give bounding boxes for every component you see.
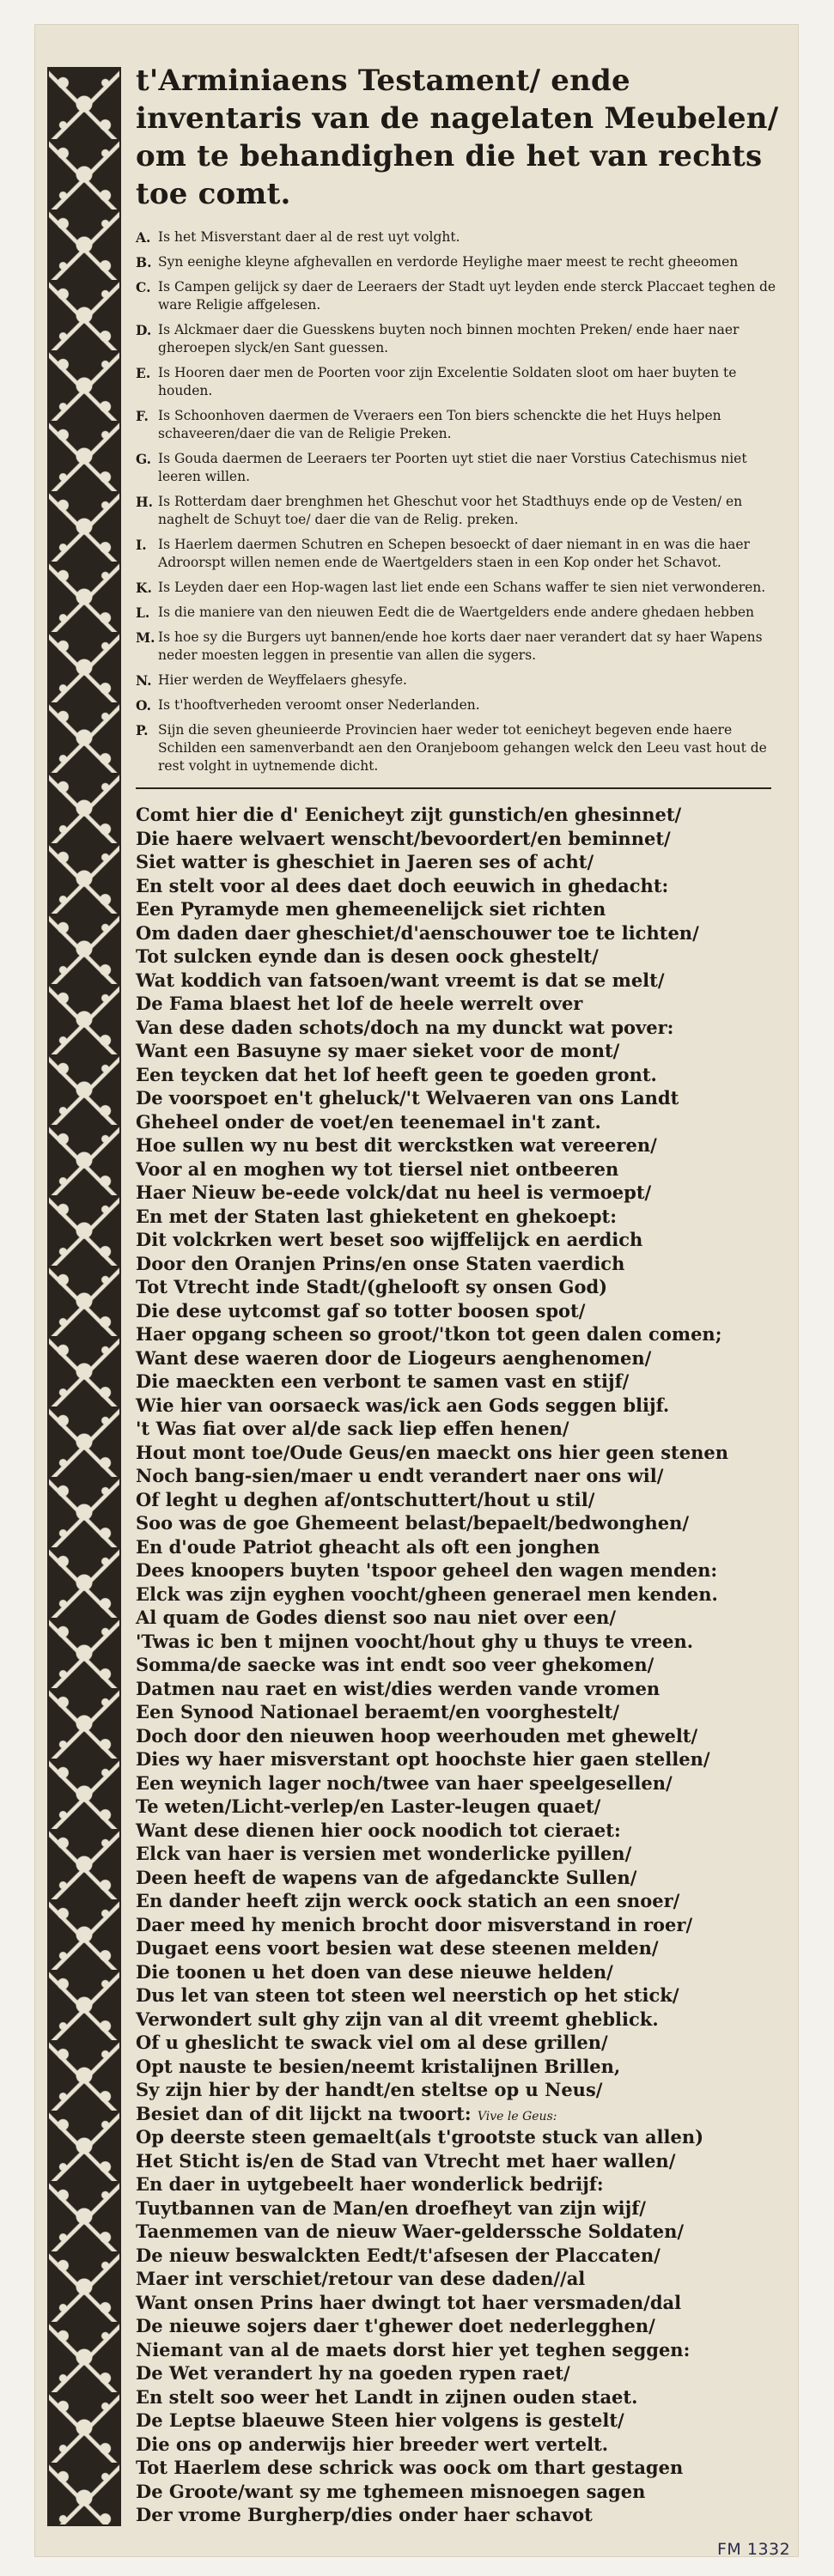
poem-line-text: Maer int verschiet/retour van dese daden//al: [136, 2268, 586, 2289]
poem-line-text: Die haere welvaert wenscht/bevoordert/en beminnet/: [136, 827, 671, 849]
poem-line-text: En dander heeft zijn werck oock statich an een snoer/: [136, 1890, 680, 1911]
poem-line: [136, 1936, 788, 1960]
poem-line-text: Tot sulcken eynde dan is desen oock ghestelt/: [136, 945, 599, 967]
catalog-number: FM 1332: [717, 2540, 791, 2559]
poem-line: [136, 1795, 788, 1819]
poem-line: [136, 1630, 788, 1654]
legend-list: [136, 228, 788, 775]
legend-text: Is Schoonhoven daermen de Vveraers een Ton biers schenckte die het Huys helpen schaveeren/daer die van de Religie Preken.: [158, 408, 721, 441]
poem-line-text: Comt hier die d' Eenicheyt zijt gunstich/en ghesinnet/: [136, 804, 682, 825]
poem-line: [136, 1583, 788, 1607]
poem-line-text: Die ons op anderwijs hier breeder wert vertelt.: [136, 2433, 609, 2455]
poem-line-text: Datmen nau raet en wist/dies werden vande vromen: [136, 1677, 661, 1699]
poem-line: [136, 1535, 788, 1559]
poem-line: [136, 1913, 788, 1937]
poem-line-text: Van dese daden schots/doch na my dunckt wat pover:: [136, 1016, 674, 1038]
poem-line: [136, 2172, 788, 2196]
legend-text: Sijn die seven gheunieerde Provincien haer weder tot eenicheyt begeven ende haere Schilden een samenverbandt aen den Oranjeboom gehangen welck den Leeu vast hout de rest volght in uytnemende dicht.: [158, 722, 767, 774]
poem-line: [136, 1558, 788, 1583]
poem-line-text: Want een Basuyne sy maer sieket voor de mont/: [136, 1040, 620, 1061]
legend-letter: C.: [136, 279, 151, 295]
legend-text: Is het Misverstant daer al de rest uyt volght.: [158, 229, 460, 245]
poem-line-text: Niemant van al de maets dorst hier yet teghen seggen:: [136, 2338, 691, 2360]
poem-line: [136, 1889, 788, 1913]
legend-text: Is Campen gelijck sy daer de Leeraers der Stadt uyt leyden ende sterck Placcaet teghen de ware Religie affgelesen.: [158, 279, 776, 313]
poem-line-text: Of leght u deghen af/ontschuttert/hout u stil/: [136, 1488, 595, 1510]
legend-item: [136, 721, 788, 775]
poem-line-text: Soo was de goe Ghemeent belast/bepaelt/bedwonghen/: [136, 1512, 690, 1534]
poem-line-text: Hout mont toe/Oude Geus/en maeckt ons hier geen stenen: [136, 1441, 728, 1463]
poem-line: [136, 1677, 788, 1701]
poem-line: [136, 2008, 788, 2032]
poem-line: [136, 1063, 788, 1087]
legend-item: [136, 321, 788, 357]
legend-item: [136, 253, 788, 271]
legend-text: Is Rotterdam daer brenghmen het Gheschut voor het Stadthuys ende op de Vesten/ en naghelt de Schuyt toe/ daer die van de Relig. preken.: [158, 494, 743, 527]
poem-line: [136, 1984, 788, 2008]
poem-line-text: Te weten/Licht-verlep/en Laster-leugen quaet/: [136, 1795, 601, 1817]
poem-line: [136, 1157, 788, 1182]
poem-line: [136, 1747, 788, 1771]
poem-line-text: En stelt voor al dees daet doch eeuwich in ghedacht:: [136, 874, 669, 896]
poem-line-text: En stelt soo weer het Landt in zijnen ouden staet.: [136, 2385, 638, 2408]
poem-line-text: Verwondert sult ghy zijn van al dit vreemt gheblick.: [136, 2008, 659, 2030]
poem-line-text: De nieuwe sojers daer t'ghewer doet nederlegghen/: [136, 2315, 655, 2336]
ornamental-border: [47, 67, 121, 2526]
poem-line-text: Want onsen Prins haer dwingt tot haer versmaden/dal: [136, 2291, 682, 2313]
legend-letter: P.: [136, 722, 149, 738]
poem-line-text: En daer in uytgebeelt haer wonderlick bedrijf:: [136, 2173, 604, 2195]
legend-item: [136, 629, 788, 665]
legend-letter: F.: [136, 408, 149, 424]
poem-line: [136, 1960, 788, 1984]
legend-text: Is Hooren daer men de Poorten voor zijn Excelentie Soldaten sloot om haer buyten te houden.: [158, 365, 737, 398]
poem-line: [136, 1700, 788, 1724]
poem-line: [136, 1724, 788, 1748]
poem-line-text: Wat koddich van fatsoen/want vreemt is dat se melt/: [136, 969, 665, 991]
poem-line: [136, 1819, 788, 1843]
poem-line-text: Een Pyramyde men ghemeenelijck siet richten: [136, 898, 606, 920]
poem-line-text: Elck was zijn eyghen voocht/gheen generael men kenden.: [136, 1583, 718, 1605]
poem-line: [136, 2149, 788, 2173]
poem-line: [136, 2220, 788, 2244]
poem-line: [136, 2361, 788, 2385]
legend-letter: B.: [136, 254, 152, 270]
poem-line-text: Dies wy haer misverstant opt hoochste hier gaen stellen/: [136, 1748, 710, 1770]
poem-line: [136, 827, 788, 851]
legend-text: Is die maniere van den nieuwen Eedt die de Waertgelders ende andere ghedaen hebben: [158, 605, 755, 620]
poem-line: [136, 2338, 788, 2362]
poem-line-text: Dugaet eens voort besien wat dese steenen melden/: [136, 1937, 659, 1959]
poem-line-text: Dus let van steen tot steen wel neerstich op het stick/: [136, 1984, 679, 2006]
legend-item: [136, 364, 788, 400]
poem-line-text: Wie hier van oorsaeck was/ick aen Gods seggen blijf.: [136, 1394, 670, 1416]
poem-line-text: En met der Staten last ghieketent en ghekoept:: [136, 1205, 617, 1227]
poem-line: [136, 921, 788, 945]
poem-line-text: Die dese uytcomst gaf so totter boosen spot/: [136, 1299, 586, 1321]
poem-line: [136, 1181, 788, 1205]
poem-line-text: Tuytbannen van de Man/en droefheyt van zijn wijf/: [136, 2196, 646, 2219]
poem-line-text: Een teycken dat het lof heeft geen te goeden gront.: [136, 1063, 657, 1085]
poem-line-text: Die maeckten een verbont te samen vast en stijf/: [136, 1370, 630, 1392]
poem-line-text: Haer Nieuw be-eede volck/dat nu heel is vermoept/: [136, 1182, 652, 1203]
poem-line-text: Of u gheslicht te swack viel om al dese grillen/: [136, 2032, 608, 2053]
legend-letter: I.: [136, 537, 147, 553]
legend-letter: E.: [136, 365, 151, 381]
legend-item: [136, 671, 788, 690]
poem-line: [136, 2078, 788, 2102]
legend-letter: A.: [136, 229, 151, 246]
poem-line-text: Noch bang-sien/maer u endt verandert naer ons wil/: [136, 1465, 664, 1486]
poem-line-text: En d'oude Patriot gheacht als oft een jonghen: [136, 1535, 600, 1558]
poem-line: [136, 1205, 788, 1229]
legend-item: [136, 536, 788, 572]
poem-line: [136, 2503, 788, 2527]
poem-line-text: 't Was fiat over al/de sack liep effen henen/: [136, 1418, 569, 1439]
poem-line-text: Gheheel onder de voet/en teenemael in't zant.: [136, 1110, 601, 1133]
poem-line-text: Om daden daer gheschiet/d'aenschouwer toe te lichten/: [136, 921, 699, 944]
poem-line-text: Een weynich lager noch/twee van haer speelgesellen/: [136, 1771, 673, 1794]
legend-text: Is Haerlem daermen Schutren en Schepen besoeckt of daer niemant in en was die haer Adroorspt willen nemen ende de Waertgelders staen in een Kop onder het Schavot.: [158, 537, 750, 570]
legend-item: [136, 604, 788, 622]
poem-line: [136, 1464, 788, 1488]
poem-line-text: Der vrome Burgherp/dies onder haer schavot: [136, 2504, 593, 2525]
poem-line: [136, 1133, 788, 1157]
legend-text: Is hoe sy die Burgers uyt bannen/ende hoe korts daer naer verandert dat sy haer Wapens neder moesten leggen in presentie van allen die sygers.: [158, 629, 763, 663]
legend-item: [136, 696, 788, 714]
poem-line: [136, 874, 788, 898]
legend-text: Is Alckmaer daer die Guesskens buyten noch binnen mochten Preken/ ende haer naer gheroepen slyck/en Sant guessen.: [158, 322, 740, 355]
poem-line-text: Elck van haer is versien met wonderlicke pyillen/: [136, 1843, 632, 1864]
poem-line-text: Door den Oranjen Prins/en onse Staten vaerdich: [136, 1252, 625, 1274]
poem-line-text: De voorspoet en't gheluck/'t Welvaeren van ons Landt: [136, 1087, 679, 1109]
poem-line: [136, 2031, 788, 2055]
poem-line: [136, 2055, 788, 2079]
poem-line: [136, 2456, 788, 2480]
legend-letter: M.: [136, 629, 155, 646]
legend-item: [136, 579, 788, 597]
poem-line-text: Die toonen u het doen van dese nieuwe helden/: [136, 1960, 613, 1983]
poem-line-text: Hoe sullen wy nu best dit werckstken wat vereeren/: [136, 1134, 657, 1156]
poem-line: [136, 1039, 788, 1063]
legend-item: [136, 450, 788, 486]
poem-line-text: Dit volckrken wert beset soo wijffelijck en aerdich: [136, 1229, 643, 1250]
poem-line-text: Want dese waeren door de Liogeurs aenghenomen/: [136, 1346, 652, 1369]
poem-line: [136, 1252, 788, 1276]
poem-line: [136, 1110, 788, 1134]
poem-line-text: De Groote/want sy me tghemeen misnoegen sagen: [136, 2480, 646, 2502]
poem-line: [136, 1086, 788, 1110]
poem-line: [136, 897, 788, 921]
poem-line-text: De nieuw beswalckten Eedt/t'afsesen der Placcaten/: [136, 2244, 661, 2266]
legend-text: Is Leyden daer een Hop-wagen last liet ende een Schans waffer te sien niet verwonderen.: [158, 580, 766, 595]
poem-line-text: 'Twas ic ben t mijnen voocht/hout ghy u thuys te vreen.: [136, 1630, 694, 1652]
poem-line: [136, 850, 788, 874]
poem-line-text: Taenmemen van de nieuw Waer-gelderssche Soldaten/: [136, 2221, 685, 2242]
poem-line: [136, 2433, 788, 2457]
poem-line-text: Voor al en moghen wy tot tiersel niet ontbeeren: [136, 1157, 619, 1180]
poem-line: [136, 1322, 788, 1346]
poem-line: [136, 2102, 788, 2126]
legend-letter: G.: [136, 451, 152, 467]
poem-line-text: Want dese dienen hier oock noodich tot cieraet:: [136, 1819, 621, 1841]
poem-line: [136, 2314, 788, 2338]
poem-line-text: Tot Haerlem dese schrick was oock om thart gestagen: [136, 2457, 684, 2478]
poem-line: [136, 2385, 788, 2409]
poem-line: [136, 1346, 788, 1370]
legend-letter: N.: [136, 672, 152, 689]
poem-line-text: Doch door den nieuwen hoop weerhouden met ghewelt/: [136, 1724, 698, 1747]
poem-line-text: Somma/de saecke was int endt soo veer ghekomen/: [136, 1654, 654, 1675]
poem-line-text: Al quam de Godes dienst soo nau niet over een/: [136, 1607, 617, 1628]
legend-text: Is t'hooftverheden veroomt onser Nederlanden.: [158, 697, 480, 713]
poem-line: [136, 2480, 788, 2504]
poem-line: [136, 1441, 788, 1465]
poem-line: [136, 1228, 788, 1252]
poem-line-text: De Wet verandert hy na goeden rypen raet/: [136, 2362, 570, 2384]
legend-letter: D.: [136, 322, 152, 338]
document-body: [136, 52, 788, 2527]
poem-line: [136, 992, 788, 1016]
poem-line: [136, 803, 788, 827]
poem-line-text: Daer meed hy menich brocht door misverstand in roer/: [136, 1913, 693, 1935]
legend-item: [136, 493, 788, 529]
poem-line-text: Een Synood Nationael beraemt/en voorghestelt/: [136, 1701, 620, 1722]
section-divider: [136, 787, 771, 789]
poem-line: [136, 2267, 788, 2291]
poem-line-text: Dees knoopers buyten 'tspoor geheel den wagen menden:: [136, 1559, 718, 1581]
poem-line: [136, 945, 788, 969]
poem-line-text: Op deerste steen gemaelt(als t'grootste stuck van allen): [136, 2126, 704, 2148]
legend-text: Syn eenighe kleyne afghevallen en verdorde Heylighe maer meest te recht gheeomen: [158, 254, 739, 270]
document-title: t'Arminiaens Testament/ ende inventaris van de nagelaten Meubelen/ om te behandighen die het van rechts toe comt.: [136, 64, 779, 211]
legend-text: Is Gouda daermen de Leeraers ter Poorten uyt stiet die naer Vorstius Catechismus niet leeren willen.: [158, 451, 747, 484]
poem-line: [136, 2196, 788, 2221]
poem-line: [136, 1016, 788, 1040]
poem-line-text: Opt nauste te besien/neemt kristalijnen Brillen,: [136, 2055, 621, 2077]
poem-line: [136, 2244, 788, 2268]
poem-line: [136, 1511, 788, 1535]
legend-item: [136, 228, 788, 246]
poem-line: [136, 1842, 788, 1866]
poem-line: [136, 2291, 788, 2315]
poem-line-text: Deen heeft de wapens van de afgedanckte Sullen/: [136, 1866, 637, 1888]
legend-letter: K.: [136, 580, 152, 596]
poem-line-text: Haer opgang scheen so groot/'tkon tot geen dalen comen;: [136, 1323, 722, 1345]
poem-line: [136, 1370, 788, 1394]
poem-line: [136, 1866, 788, 1890]
legend-letter: H.: [136, 494, 154, 510]
legend-item: [136, 278, 788, 314]
poem-line-text: Het Sticht is/en de Stad van Vtrecht met haer wallen/: [136, 2149, 676, 2172]
poem-line-text: Besiet dan of dit lijckt na twoort:: [136, 2102, 472, 2124]
legend-letter: O.: [136, 697, 151, 714]
poem-line: [136, 1275, 788, 1299]
poem-line-text: De Fama blaest het lof de heele werrelt over: [136, 993, 583, 1014]
poem-line: [136, 1606, 788, 1630]
poem-line: [136, 1394, 788, 1418]
legend-item: [136, 407, 788, 443]
poem-line: [136, 1653, 788, 1677]
poem-line: [136, 1417, 788, 1441]
poem-line: [136, 969, 788, 993]
legend-text: Hier werden de Weyffelaers ghesyfe.: [158, 672, 407, 688]
poem-line: [136, 1488, 788, 1512]
inline-note: Vive le Geus:: [477, 2109, 557, 2123]
poem-line-text: Sy zijn hier by der handt/en steltse op u Neus/: [136, 2079, 603, 2100]
poem-line-text: Tot Vtrecht inde Stadt/(ghelooft sy onsen God): [136, 1276, 608, 1297]
legend-letter: L.: [136, 605, 150, 621]
poem-line: [136, 2125, 788, 2149]
poem-line-text: Siet watter is gheschiet in Jaeren ses of acht/: [136, 851, 594, 872]
poem-text: [136, 803, 788, 2527]
poem-line-text: De Leptse blaeuwe Steen hier volgens is gestelt/: [136, 2409, 624, 2431]
poem-line: [136, 2409, 788, 2433]
poem-line: [136, 1771, 788, 1795]
poem-line: [136, 1299, 788, 1323]
